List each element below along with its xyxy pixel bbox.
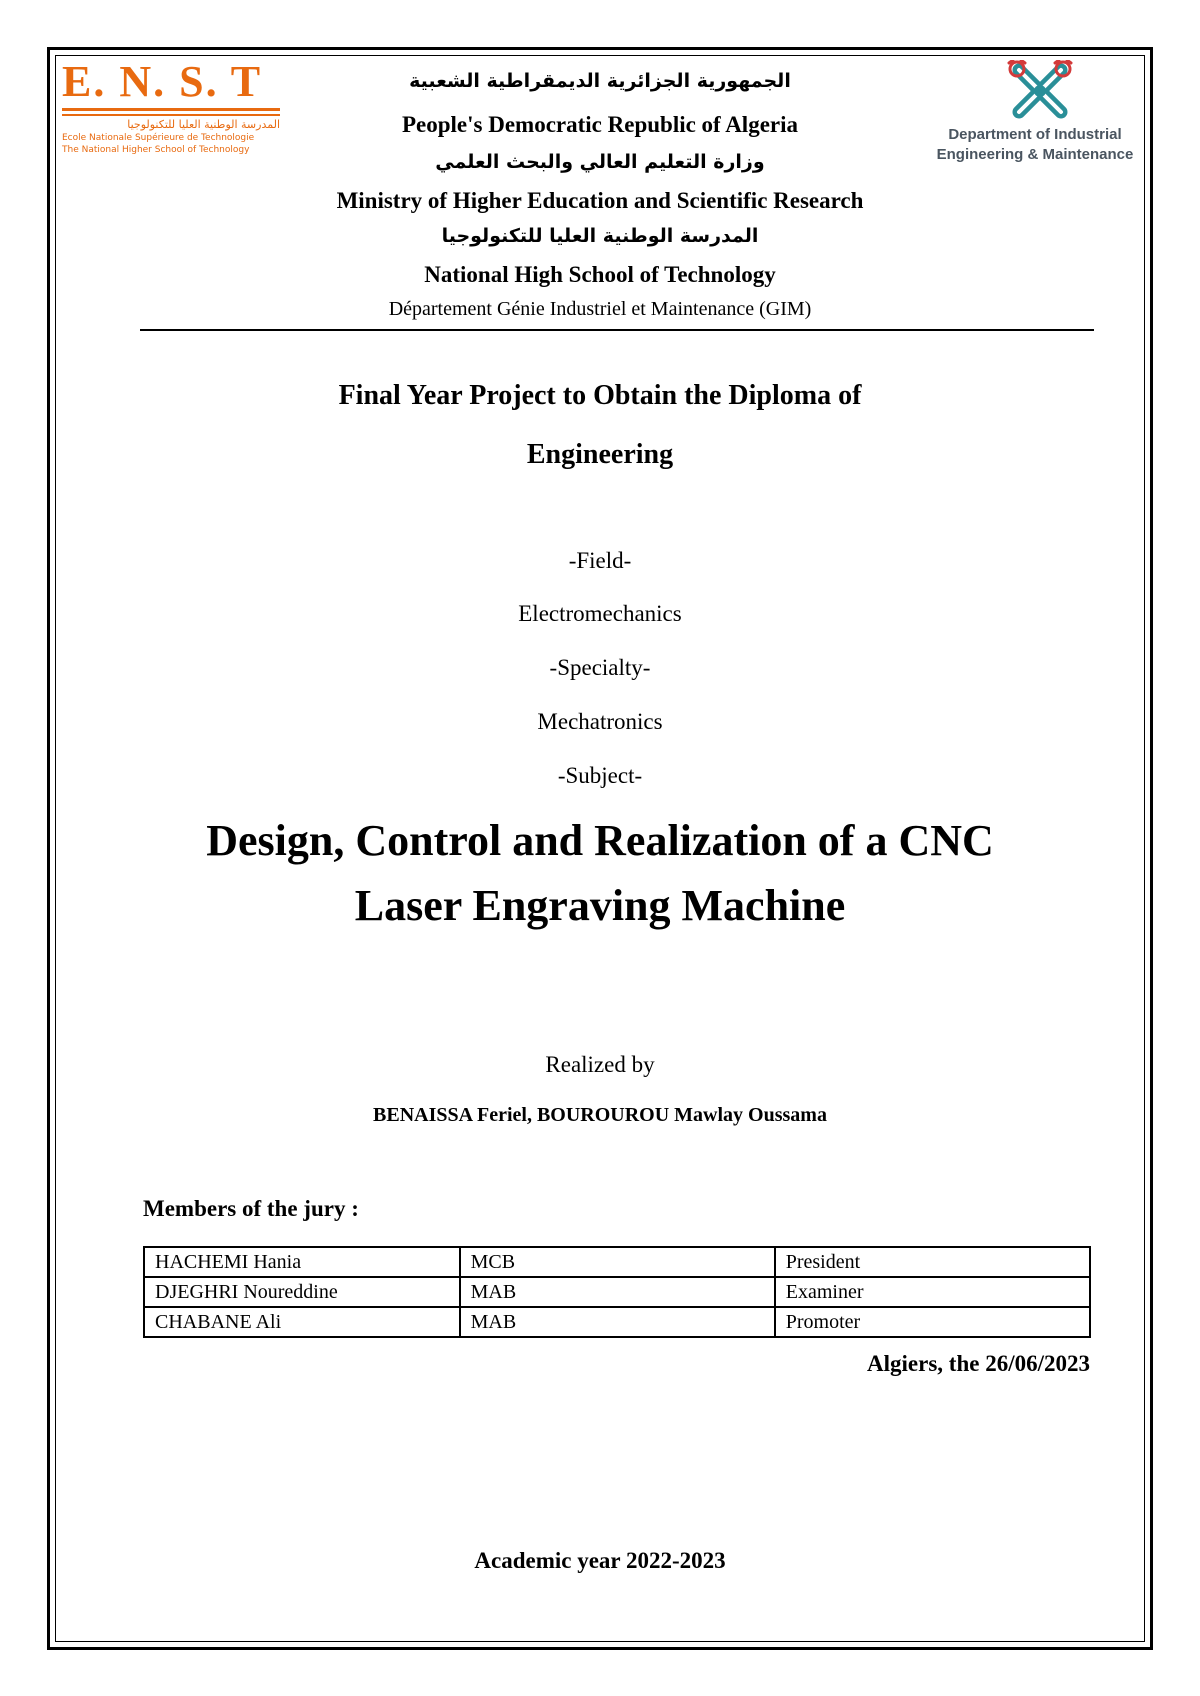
table-row [144, 1307, 1090, 1337]
jury-table [143, 1246, 1091, 1338]
jury-member-name: HACHEMI Hania [144, 1247, 460, 1277]
project-line1: Final Year Project to Obtain the Diploma of [338, 380, 862, 411]
thesis-title-line1: Design, Control and Realization of a CNC [206, 816, 994, 865]
author-names: BENAISSA Feriel, BOUROUROU Mawlay Oussama [373, 1104, 827, 1126]
ministry-arabic: وزارة التعليم العالي والبحث العلمي [435, 151, 765, 173]
field-label: -Field- [568, 548, 632, 573]
enst-logo-acronym: E. N. S. T [62, 57, 263, 106]
republic-english: People's Democratic Republic of Algeria [401, 112, 799, 137]
project-line2: Engineering [526, 439, 674, 470]
jury-member-grade: MCB [460, 1247, 775, 1277]
jury-member-name: CHABANE Ali [144, 1307, 460, 1337]
jury-member-grade: MAB [460, 1307, 775, 1337]
field-value: Electromechanics [518, 601, 682, 626]
enst-logo-french-name: Ecole Nationale Supérieure de Technologie [62, 133, 255, 143]
school-english: National High School of Technology [424, 262, 776, 287]
republic-arabic: الجمهورية الجزائرية الديمقراطية الشعبية [409, 70, 791, 92]
enst-logo-rule [62, 108, 280, 111]
jury-member-name: DJEGHRI Noureddine [144, 1277, 460, 1307]
specialty-value: Mechatronics [537, 709, 663, 734]
table-row [144, 1277, 1090, 1307]
subject-label: -Subject- [557, 763, 643, 788]
department-logo-line1: Department of Industrial [948, 126, 1122, 143]
academic-year: Academic year 2022-2023 [474, 1548, 726, 1573]
jury-heading: Members of the jury : [143, 1196, 359, 1221]
jury-member-role: Examiner [775, 1277, 1090, 1307]
ministry-english: Ministry of Higher Education and Scientific Research [336, 188, 864, 213]
thesis-title-line2: Laser Engraving Machine [354, 881, 846, 930]
school-arabic: المدرسة الوطنية العليا للتكنولوجيا [441, 225, 759, 247]
enst-logo-english-name: The National Higher School of Technology [62, 145, 250, 155]
jury-member-role: Promoter [775, 1307, 1090, 1337]
department-french: Département Génie Industriel et Maintenance (GIM) [388, 298, 812, 320]
specialty-label: -Specialty- [549, 655, 651, 680]
table-row [144, 1247, 1090, 1277]
realized-by-label: Realized by [545, 1052, 655, 1077]
jury-member-grade: MAB [460, 1277, 775, 1307]
enst-logo-arabic-name: المدرسة الوطنية العليا للتكنولوجيا [127, 118, 280, 131]
date-line: Algiers, the 26/06/2023 [867, 1351, 1090, 1376]
department-logo-line2: Engineering & Maintenance [936, 146, 1134, 163]
jury-member-role: President [775, 1247, 1090, 1277]
header-divider [140, 329, 1094, 331]
